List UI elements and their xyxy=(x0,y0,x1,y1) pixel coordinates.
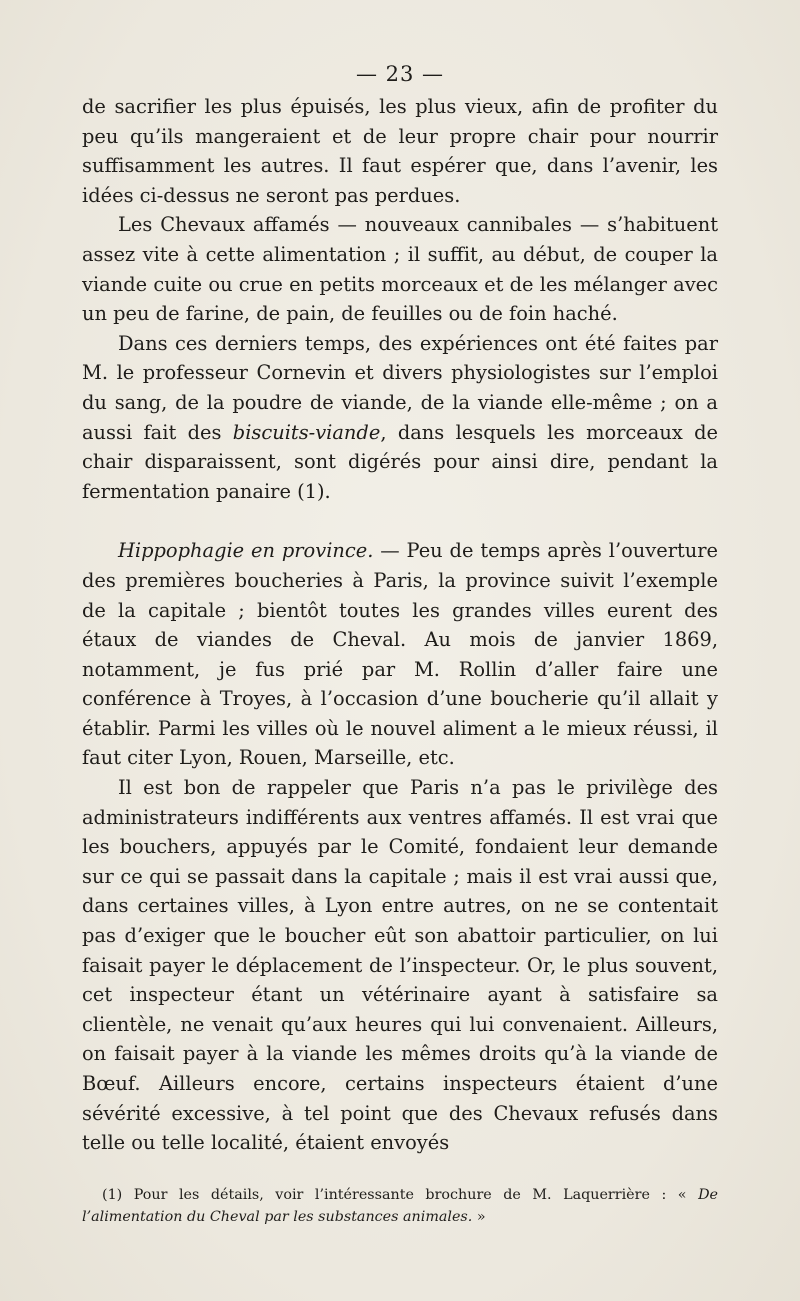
footnote-italic-title: De l’alimentation du Cheval par les substances animales. xyxy=(82,1186,718,1225)
paragraph-4-text: — Peu de temps après l’ouverture des premières boucheries à Paris, la province suivit l’exemple de la capitale ; bientôt toutes les grandes villes eurent des étaux de viandes de Cheval. Au mois de janvier 1869, notamment, je fus prié par M. Rollin d’aller faire une conférence à Troyes, à l’occasion d’une boucherie qu’il allait y établir. Parmi les villes où le nouvel aliment a le mieux réussi, il faut citer Lyon, Rouen, Marseille, etc. xyxy=(82,539,719,770)
paragraph-3 xyxy=(82,329,718,507)
page-number: — 23 — xyxy=(355,62,445,86)
footnote-text-a: (1) Pour les détails, voir l’intéressante brochure de M. Laquerrière : « xyxy=(102,1186,699,1203)
paragraph-1: de sacrifier les plus épuisés, les plus vieux, afin de profiter du peu qu’ils mangeraient et de leur propre chair pour nourrir suffisamment les autres. Il faut espérer que, dans l’avenir, les idées ci-dessus ne seront pas perdues. xyxy=(82,95,718,207)
paragraph-2: Les Chevaux affamés — nouveaux cannibales — s’habituent assez vite à cette alimentation ; il suffit, au début, de couper la viande cuite ou crue en petits morceaux et de les mélanger avec un peu de farine, de pain, de feuilles ou de foin haché. xyxy=(82,213,718,326)
footnote-text-b: » xyxy=(472,1208,486,1225)
paragraph-3-italic-term: biscuits-viande xyxy=(232,420,381,444)
footnote xyxy=(82,1184,718,1228)
paragraph-4 xyxy=(82,536,718,773)
section-heading-hippophagie: Hippophagie en province. xyxy=(118,539,374,563)
paragraph-3-text-a: Dans ces derniers temps, des expériences ont été faites par M. le professeur Cornevin et divers physiologistes sur l’emploi du sang, de la poudre de viande, de la viande elle-même ; on a aussi fait des xyxy=(82,331,718,444)
paragraph-5: Il est bon de rappeler que Paris n’a pas le privilège des administrateurs indifférents aux ventres affamés. Il est vrai que les bouchers, appuyés par le Comité, fondaient leur demande sur ce qui se passait dans la capitale ; mais il est vrai aussi que, dans certaines villes, à Lyon entre autres, on ne se contentait pas d’exiger que le boucher eût son abattoir particulier, on lui faisait payer le déplacement de l’inspecteur. Or, le plus souvent, cet inspecteur étant un vétérinaire ayant à satisfaire sa clientèle, ne venait qu’aux heures qui lui convenaient. Ailleurs, on faisait payer à la viande les mêmes droits qu’à la viande de Bœuf. Ailleurs encore, certains inspecteurs étaient d’une sévérité excessive, à tel point que des Chevaux refusés dans telle ou telle localité, étaient envoyés xyxy=(82,776,718,1155)
paragraph-3-text-b: , dans lesquels les morceaux de chair disparaissent, sont digérés pour ainsi dire, pendant la fermentation panaire (1). xyxy=(82,420,718,503)
